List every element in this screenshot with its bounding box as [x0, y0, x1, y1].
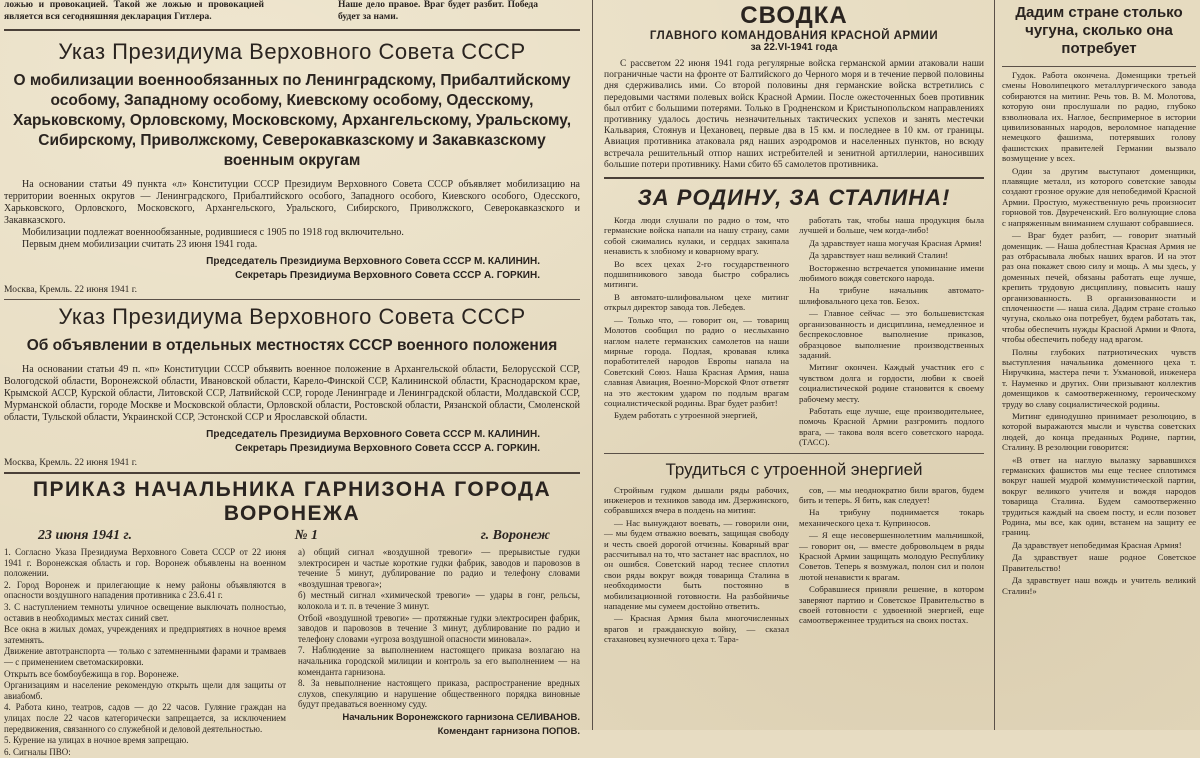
garrison-order-item: 2. Город Воронеж и прилегающие к нему районы объявляются в опасности воздушного нападения противника с 23.6.41 г.	[4, 579, 286, 601]
svodka-subtitle: ГЛАВНОГО КОМАНДОВАНИЯ КРАСНОЙ АРМИИ	[649, 30, 939, 42]
left-column	[0, 0, 590, 757]
rodina-paragraph: — Главное сейчас — это большевистская организованность и дисциплина, немедленное и беспрекословное выполнение приказов, образцовое выполнение производственных заданий.	[799, 308, 984, 360]
middle-column	[598, 0, 990, 730]
chugun-paragraph: Один за другим выступают доменщики, плавящие металл, из которого советские заводы создают грозное оружие для непобедимой Красной Армии. Простую, мужественную речь произносит горновой тов. Двуреченский. Его волнующие слова с напряженным вниманием слушают собравшиеся.	[1002, 165, 1196, 228]
garrison-order-item: Все окна в жилых домах, учреждениях и предприятиях в ночное время затемнять.	[4, 624, 286, 645]
garrison-order-item: б) местный сигнал «химической тревоги» — удары в гонг, рельсы, колокола и т. п. в течение 3 минут.	[298, 590, 580, 611]
ukaz-martial-law-paragraph: На основании статьи 49 п. «п» Конституции СССР объявить военное положение в Архангельской области, Белорусской ССР, Вологодской области, Воронежской области, Ивановской области, Карело-Финской ССР, Калининской области, Краснодарском крае, Крымской АССР, Курской области, Литовской ССР, Латвийской ССР, городе Ленинграде и Ленинградской области, Молдавской ССР, Мурманской области, городе Москве и Московской области, Орловской области, Ростовской области, Рязанской области, Смоленской области, Тульской области, Украинской ССР, Эстонской ССР и Ярославской области.	[4, 364, 580, 423]
rodina-article	[604, 215, 984, 450]
trud-paragraph: Стройным гудком дышали ряды рабочих, инженеров и техников завода им. Дзержинского, собравшихся вчера в полдень на митинг.	[604, 484, 789, 516]
column-divider	[994, 0, 995, 730]
ukaz-mobilization-paragraph: Мобилизации подлежат военнообязанные, родившиеся с 1905 по 1918 год включительно.	[22, 227, 404, 238]
garrison-order-right-column	[298, 547, 580, 758]
chugun-paragraph: «В ответ на наглую вылазку зарвавшихся германских фашистов мы еще теснее сплотимся вокруг нашей мудрой коммунистической партии, вокруг великого учителя и вождя народов товарища Сталина. Будем самоотверженно трудиться каждый на своем посту, и если позовет Родина, мы все, как один, встанем на защиту ее границ.	[1002, 454, 1196, 538]
ukaz-martial-law-title: Указ Президиума Верховного Совета СССР	[58, 304, 526, 329]
ukaz-mobilization-paragraph: Первым днем мобилизации считать 23 июня 1941 года.	[22, 239, 258, 250]
ukaz-mobilization-place-date: Москва, Кремль. 22 июня 1941 г.	[4, 285, 137, 295]
rodina-paragraph: Будем работать с утроенной энергией,	[614, 410, 758, 421]
ukaz-martial-law-signature-chairman: Председатель Президиума Верховного Совета СССР М. КАЛИНИН.	[206, 429, 540, 440]
garrison-order-item: Движение автотранспорта — только с затемненными фарами и трамваев — с применением светомаскировки.	[4, 646, 286, 667]
top-strip-right-text: Наше дело правое. Враг будет разбит. Победа будет за нами.	[338, 0, 538, 22]
ukaz-mobilization-signature-secretary: Секретарь Президиума Верховного Совета СССР А. ГОРКИН.	[235, 270, 540, 281]
ukaz-mobilization-title: Указ Президиума Верховного Совета СССР	[58, 39, 526, 64]
rodina-paragraph: Да здравствует наша могучая Красная Армия!	[809, 237, 982, 248]
chugun-paragraph: Полны глубоких патриотических чувств выступления начальника доменного цеха т. Ниручкина, мастера печи т. Ухмановой, инженера т. Науменко и других. Они призывают коллектив доменщиков к самоотверженному, героическому труду во славу социалистической родины.	[1002, 346, 1196, 409]
ukaz-mobilization-subtitle: О мобилизации военнообязанных по Ленинградскому, Прибалтийскому особому, Западному особому, Киевскому особому, Одесскому, Харьковскому, Орловскому, Московскому, Архангельскому, Уральскому, Сибирскому, Приволжскому, Северокавказскому и Закавказскому военным округам	[12, 72, 572, 169]
ukaz-mobilization	[4, 39, 580, 295]
ukaz-martial-law-subtitle: Об объявлении в отдельных местностях СССР военного положения	[26, 337, 558, 354]
trud-title: Трудиться с утроенной энергией	[665, 459, 923, 479]
garrison-order-meta	[4, 528, 580, 544]
trud-article	[604, 485, 984, 647]
svodka-date: за 22.VI-1941 года	[750, 42, 838, 53]
trud-paragraph: На трибуну поднимается токарь механического цеха т. Куприносов.	[799, 507, 984, 528]
divider	[4, 299, 580, 300]
rodina-paragraph: Митинг окончен. Каждый участник его с чувством долга и гордости, любви к своей социалистической родине становится к своему рабочему месту.	[799, 362, 984, 404]
trud-paragraph: Собравшиеся приняли решение, в котором заверяют партию и Советское Правительство в своей готовности с удвоенной энергией, еще самоотверженнее трудиться на своих постах.	[799, 584, 984, 626]
garrison-order-item: а) общий сигнал «воздушной тревоги» — прерывистые гудки электросирен и частые короткие гудки фабрик, заводов и паровозов в течение 5 минут, дублирование по радио и телефону словами «воздушная тревога»;	[298, 547, 580, 589]
top-strip	[4, 0, 580, 26]
ukaz-mobilization-paragraph: На основании статьи 49 пункта «л» Конституции СССР Президиум Верховного Совета СССР объявляет мобилизацию на территории военных округов — Ленинградского, Прибалтийского особого, Западного особого, Киевского особого, Одесского, Харьковского, Орловского, Московского, Архангельского, Уральского, Сибирского, Приволжского, Северокавказского и Закавказского.	[4, 179, 580, 226]
rodina-paragraph: — Только что, — говорит он, — товарищ Молотов сообщил по радио о неслыханно наглом налете германских самолетов на наши мирные города. Подлая, кровавая клика поработителей народов Европы напала на Советский Союз. Наша Красная Армия, наша славная Авиация, Военно-Морской Флот ответят на это жестоким ударом по подлым врагам социалистической родины. Враг будет разбит!	[604, 314, 789, 408]
garrison-order-city: г. Воронеж	[480, 528, 550, 543]
rodina-paragraph: работать так, чтобы наша продукция была лучшей и больше, чем когда-либо!	[799, 215, 984, 236]
column-divider	[592, 0, 593, 730]
garrison-order-item: 3. С наступлением темноты уличное освещение выключать полностью, оставив в необходимых местах синий свет.	[4, 601, 286, 623]
divider	[4, 472, 580, 474]
svodka-body: С рассветом 22 июня 1941 года регулярные войска германской армии атаковали наши пограничные части на фронте от Балтийского до Черного моря и в течение первой половины дня сдерживались ими. Со второй половины дня германские войска встретились с передовыми частями полевых войск Красной Армии. После ожесточенных боев противник был отбит с большими потерями. Только в Гродненском и Кристынопольском направлениях противнику удалось достичь незначительных тактических успехов и занять местечки Кальвария, Стоянув и Цехановец, первые два в 15 км. и последнее в 10 км. от границы. Авиация противника атаковала ряд наших аэродромов и населенных пунктов, но всюду встречала решительный отпор наших истребителей и зенитной артиллерии, наносивших большие потери противнику. Нами сбито 65 самолетов противника.	[604, 59, 984, 170]
chugun-paragraph: Да здравствует наш вождь и учитель великий Сталин!»	[1002, 575, 1196, 596]
chugun-paragraph: — Враг будет разбит, — говорит знатный доменщик. — Наша доблестная Красная Армия не раз отбрасывала любых наших врагов. И на этот раз она покажет свою силу и мощь. А мы здесь, у доменных печей, обязаны работать еще лучше, крепить трудовую дисциплину, повысить нашу организованность. В организованности и сплоченности — наша сила. Дадим стране столько чугуна, сколько она потребует, будем работать так, чтобы обеспечить нужды Красной Армии и Флота, чтобы обеспечить победу над врагом.	[1002, 230, 1196, 345]
chugun-article-body	[1002, 70, 1196, 596]
garrison-order-item: 7. Наблюдение за выполнением настоящего приказа возлагаю на начальника городской милиции и контроль за его выполнением — на коменданта гарнизона.	[298, 645, 580, 677]
garrison-order-signature-commandant: Комендант гарнизона ПОПОВ.	[437, 725, 580, 737]
rodina-paragraph: В автомато-шлифовальном цехе митинг открыл директор завода тов. Лебедев.	[604, 291, 789, 313]
trud-paragraph: — Красная Армия была многочисленных врагов и гражданскую войну, — сказал стахановец кузнечного цеха т. Тара-	[604, 613, 789, 645]
trud-paragraph: — Нас вынуждают воевать, — говорили они, — мы будем отважно воевать, защищая свободу и честь своей дорогой отчизны. Коварный враг рассчитывал на то, что застанет нас врасплох, но он ошибся. Советский народ теснее сплотил свои ряды вокруг вождя товарища Сталина в необходимости быть постоянно в мобилизационной готовности. На разбойничье нападение мы сумеем достойно ответить.	[604, 517, 789, 612]
garrison-order-item: 4. Работа кино, театров, садов — до 22 часов. Гуляние граждан на улицах после 22 часов категорически запрещается, за исключением передвижения, связанного со служебной и деловой деятельностью.	[4, 702, 286, 734]
right-column	[998, 0, 1200, 730]
top-strip-left-text: ложью и провокацией. Такой же ложью и провокацией является вся сегодняшняя декларация Гитлера.	[4, 0, 264, 22]
garrison-order-date: 23 июня 1941 г.	[38, 528, 132, 543]
chugun-article-title: Дадим стране столько чугуна, сколько она потребует	[1015, 4, 1183, 57]
chugun-paragraph: Да здравствует наше родное Советское Правительство!	[1002, 552, 1196, 573]
rodina-paragraph: На трибуне начальник автомато-шлифовального цеха тов. Безох.	[799, 285, 984, 306]
rodina-paragraph: Восторженно встречается упоминание имени любимого вождя советского народа.	[799, 262, 984, 284]
garrison-order-item: 6. Сигналы ПВО:	[4, 746, 71, 757]
rodina-paragraph: Да здравствует наш великий Сталин!	[809, 250, 949, 261]
rodina-article-right	[799, 215, 984, 450]
garrison-order-item: Отбой «воздушной тревоги» — протяжные гудки электросирен фабрик, заводов и паровозов в течение 3 минут, дублирование по радио и телефону словами «угроза воздушной опасности миновала».	[298, 612, 580, 644]
ukaz-martial-law-signature-secretary: Секретарь Президиума Верховного Совета СССР А. ГОРКИН.	[235, 443, 540, 454]
trud-paragraph: — Я еще несовершеннолетним мальчишкой, — говорит он, — вместе добровольцем в ряды Красной Армии защищать молодую Республику Советов. Теперь я возмужал, полон сил и полон лютой ненависти к врагам.	[799, 530, 984, 582]
garrison-order-item: Открыть все бомбоубежища в гор. Воронеже.	[4, 668, 179, 679]
rodina-paragraph: Работать еще лучше, еще производительнее, помочь Красной Армии разгромить подлого врага, — такова воля всего советского народа. (ТАСС).	[799, 405, 984, 448]
garrison-order-columns	[4, 547, 580, 758]
trud-paragraph: сов, — мы неоднократно били врагов, будем бить и теперь. Я бить, как следует!	[799, 484, 984, 505]
rodina-paragraph: Когда люди слушали по радио о том, что германские войска напали на нашу страну, сами собой сжимались кулаки, и сердцах закипала ненависть к злобному и коварному врагу.	[604, 215, 789, 257]
slogan-headline: ЗА РОДИНУ, ЗА СТАЛИНА!	[637, 185, 951, 211]
ukaz-martial-law	[4, 304, 580, 468]
garrison-order-signature-chief: Начальник Воронежского гарнизона СЕЛИВАНОВ.	[342, 711, 580, 723]
garrison-order-number: № 1	[294, 528, 318, 543]
chugun-paragraph: Митинг единодушно принимает резолюцию, в которой выражаются мысли и чувства советских людей, до конца преданных Родине, партии, Сталину. В резолюции говорится:	[1002, 411, 1196, 453]
trud-article-left	[604, 485, 789, 647]
rodina-article-left	[604, 215, 789, 450]
svodka-title: СВОДКА	[740, 2, 848, 29]
divider	[1002, 66, 1196, 67]
garrison-order	[4, 478, 580, 758]
garrison-order-title: ПРИКАЗ НАЧАЛЬНИКА ГАРНИЗОНА ГОРОДА ВОРОНЕЖА	[32, 478, 552, 525]
trud-article-right	[799, 485, 984, 647]
ukaz-mobilization-signature-chairman: Председатель Президиума Верховного Совета СССР М. КАЛИНИН.	[206, 256, 540, 267]
garrison-order-item: 1. Согласно Указа Президиума Верховного Совета СССР от 22 июня 1941 г. Воронежская область и гор. Воронеж объявлены на военном положении.	[4, 547, 286, 579]
divider	[604, 177, 984, 179]
svodka-report	[604, 2, 984, 171]
garrison-order-item: 8. За невыполнение настоящего приказа, распространение вредных слухов, спекуляцию и нарушение общественного порядка виновные будут предаваться военному суду.	[298, 678, 580, 710]
rodina-paragraph: Во всех цехах 2-го государственного подшипникового завода быстро собрались митинги.	[604, 258, 789, 290]
divider	[4, 29, 580, 31]
ukaz-martial-law-place-date: Москва, Кремль. 22 июня 1941 г.	[4, 458, 137, 468]
chugun-paragraph: Да здравствует непобедимая Красная Армия!	[1012, 539, 1182, 550]
chugun-paragraph: Гудок. Работа окончена. Доменщики третьей смены Новолипецкого металлургического завода собираются на митинг. Речь тов. В. М. Молотова, которую они прослушали по радио, глубоко взволновала их. Наглое, беспримерное в истории цивилизованных народов, вероломное нападение немецкого фашизма, потерявших голову фашистских правителей Германии вызвало возмущение у всех.	[1002, 70, 1196, 164]
divider	[604, 453, 984, 454]
garrison-order-item: 5. Курение на улицах в ночное время запрещаю.	[4, 735, 189, 746]
garrison-order-item: Организациям и население рекомендую открыть щели для защиты от авиабомб.	[4, 680, 286, 701]
garrison-order-left-column	[4, 547, 286, 758]
